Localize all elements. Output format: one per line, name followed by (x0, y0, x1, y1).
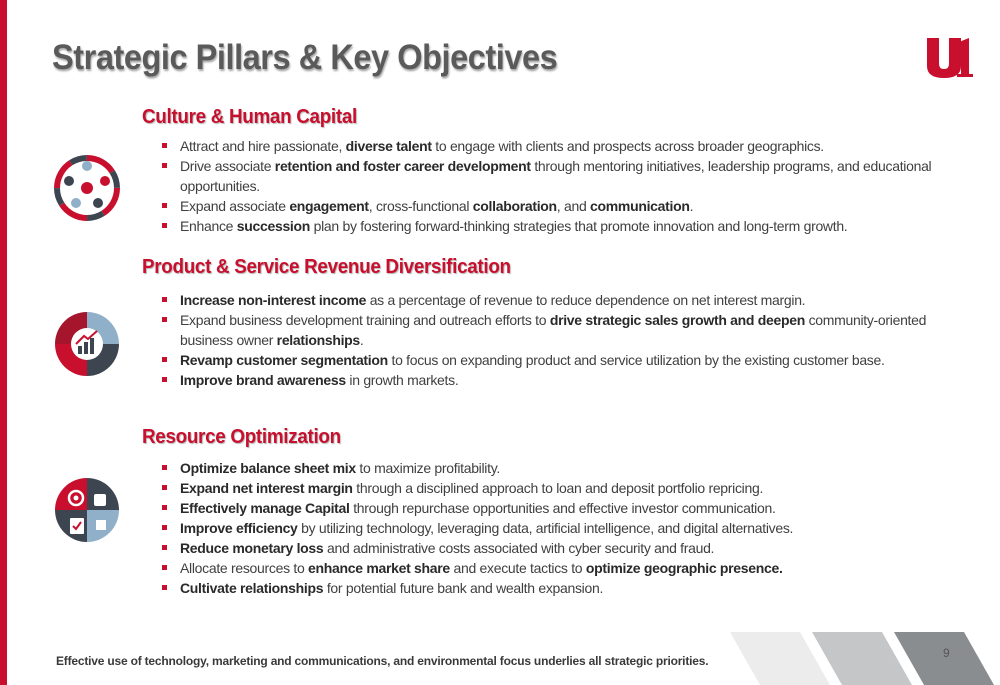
page-title: Strategic Pillars & Key Objectives (52, 38, 558, 77)
bullet-emphasis: Improve brand awareness (180, 372, 346, 388)
page-number: 9 (943, 646, 950, 660)
bullet-item: Improve efficiency by utilizing technology, leveraging data, artificial intelligence, and digital alternatives. (162, 518, 962, 538)
bullet-emphasis: Reduce monetary loss (180, 540, 324, 556)
bullet-list (162, 458, 962, 598)
bullet-item: Increase non-interest income as a percentage of revenue to reduce dependence on net interest margin. (162, 290, 962, 310)
bullet-item: Reduce monetary loss and administrative costs associated with cyber security and fraud. (162, 538, 962, 558)
bullet-item: Effectively manage Capital through repurchase opportunities and effective investor communication. (162, 498, 962, 518)
bullet-list (162, 290, 962, 390)
bullet-item: Improve brand awareness in growth markets. (162, 370, 962, 390)
bullet-emphasis: drive strategic sales growth and deepen (549, 312, 805, 328)
bullet-emphasis: Effectively manage Capital (180, 500, 350, 516)
bullet-emphasis: Improve efficiency (180, 520, 298, 536)
bullet-emphasis: engagement (289, 198, 369, 214)
bullet-item: Enhance succession plan by fostering forward-thinking strategies that promote innovation and long-term growth. (162, 216, 962, 236)
logo-icon (925, 36, 973, 78)
bullet-emphasis: succession (236, 218, 311, 234)
bullet-emphasis: Revamp customer segmentation (180, 352, 388, 368)
bullet-emphasis: diverse talent (345, 138, 432, 154)
footer-stripes (730, 632, 1000, 685)
gears-checklist-icon (54, 472, 120, 552)
bullet-emphasis: collaboration (472, 198, 557, 214)
footer-note: Effective use of technology, marketing and communications, and environmental focus underlies all strategic priorities. (56, 654, 709, 668)
bullet-emphasis: relationships (276, 332, 360, 348)
left-accent-bar (0, 0, 7, 685)
bullet-emphasis: optimize geographic presence. (585, 560, 783, 576)
section-heading: Product & Service Revenue Diversification (142, 256, 511, 278)
section-heading: Resource Optimization (142, 426, 341, 448)
bullet-emphasis: communication (590, 198, 690, 214)
bullet-emphasis: retention and foster career development (274, 158, 531, 174)
section-heading: Culture & Human Capital (142, 106, 357, 128)
bullet-item: Expand business development training and outreach efforts to drive strategic sales growth and deepen community-oriented business owner relationships. (162, 310, 962, 350)
bullet-item: Optimize balance sheet mix to maximize profitability. (162, 458, 962, 478)
bullet-emphasis: Optimize balance sheet mix (180, 460, 356, 476)
bullet-item: Expand associate engagement, cross-functional collaboration, and communication. (162, 196, 962, 216)
bullet-emphasis: enhance market share (308, 560, 450, 576)
bullet-item: Allocate resources to enhance market share and execute tactics to optimize geographic presence. (162, 558, 962, 578)
bullet-item: Drive associate retention and foster career development through mentoring initiatives, leadership programs, and educational opportunities. (162, 156, 962, 196)
bullet-emphasis: Cultivate relationships (180, 580, 324, 596)
people-circle-icon (54, 148, 120, 228)
bullet-list (162, 136, 962, 236)
bullet-item: Cultivate relationships for potential future bank and wealth expansion. (162, 578, 962, 598)
bullet-item: Attract and hire passionate, diverse talent to engage with clients and prospects across broader geographics. (162, 136, 962, 156)
bullet-emphasis: Increase non-interest income (180, 292, 367, 308)
bullet-item: Revamp customer segmentation to focus on expanding product and service utilization by the existing customer base. (162, 350, 962, 370)
bullet-emphasis: Expand net interest margin (180, 480, 353, 496)
bullet-item: Expand net interest margin through a disciplined approach to loan and deposit portfolio repricing. (162, 478, 962, 498)
growth-chart-icon (54, 304, 120, 384)
